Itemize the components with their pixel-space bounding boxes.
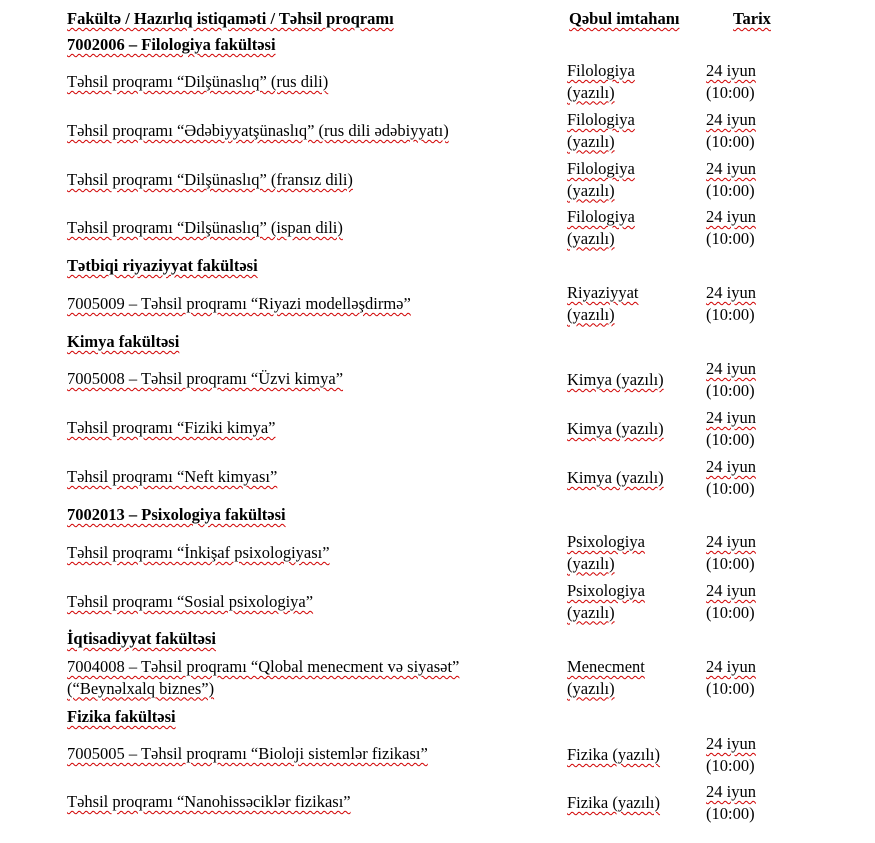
- exam-cell: [567, 60, 635, 103]
- date-text: 24 iyun: [706, 782, 756, 801]
- program-name-text: Təhsil proqramı “Neft kimyası”: [67, 467, 278, 486]
- date-text: 24 iyun: [706, 457, 756, 476]
- faculty-heading-text: İqtisadiyyat fakültəsi: [67, 629, 216, 648]
- program-name: [67, 293, 411, 315]
- date-text: (10:00): [706, 602, 755, 622]
- date-text: 24 iyun: [706, 110, 756, 129]
- date-cell: [706, 456, 756, 499]
- exam-text: Riyaziyyat: [567, 283, 639, 302]
- header-program: [67, 8, 394, 29]
- exam-text: (yazılı): [567, 602, 615, 622]
- exam-text: Filologiya: [567, 159, 635, 178]
- date-text: (10:00): [706, 304, 755, 324]
- date-text: (10:00): [706, 553, 755, 573]
- program-name: [67, 743, 428, 765]
- date-text: 24 iyun: [706, 207, 756, 226]
- date-text: (10:00): [706, 478, 755, 498]
- faculty-heading: [67, 504, 286, 525]
- exam-cell: [567, 531, 645, 574]
- date-cell: [706, 656, 756, 699]
- program-name-text: 7004008 – Təhsil proqramı “Qlobal menecment və siyasət”: [67, 657, 460, 676]
- exam-cell: [567, 109, 635, 152]
- date-text: 24 iyun: [706, 359, 756, 378]
- exam-text: (yazılı): [567, 678, 615, 698]
- date-text: (10:00): [706, 755, 755, 775]
- program-name: [67, 542, 330, 564]
- exam-cell: [567, 418, 664, 440]
- exam-text: Filologiya: [567, 61, 635, 80]
- exam-cell: [567, 744, 660, 766]
- date-text: (10:00): [706, 678, 755, 698]
- faculty-heading: [67, 255, 258, 276]
- program-name: [67, 71, 328, 93]
- date-text: (10:00): [706, 228, 755, 248]
- date-text: (10:00): [706, 131, 755, 151]
- faculty-heading: [67, 628, 216, 649]
- program-name: [67, 417, 276, 439]
- exam-text: Psixologiya: [567, 532, 645, 551]
- program-name: [67, 656, 459, 699]
- date-cell: [706, 580, 756, 623]
- exam-text: (yazılı): [567, 180, 615, 200]
- program-name-text: Təhsil proqramı “Ədəbiyyatşünaslıq” (rus dili ədəbiyyatı): [67, 121, 449, 140]
- date-text: (10:00): [706, 380, 755, 400]
- date-text: (10:00): [706, 429, 755, 449]
- exam-text: (yazılı): [567, 553, 615, 573]
- exam-cell: [567, 467, 664, 489]
- program-name: [67, 368, 343, 390]
- date-text: (10:00): [706, 180, 755, 200]
- exam-text: Fizika (yazılı): [567, 745, 661, 764]
- date-text: 24 iyun: [706, 283, 756, 302]
- exam-text: (yazılı): [567, 82, 615, 102]
- header-exam-text: Qəbul imtahanı: [569, 9, 680, 28]
- exam-text: Menecment: [567, 657, 645, 676]
- exam-text: Fizika (yazılı): [567, 793, 661, 812]
- date-cell: [706, 781, 756, 824]
- header-date-text: Tarix: [733, 9, 771, 28]
- date-cell: [706, 407, 756, 450]
- date-cell: [706, 282, 756, 325]
- date-cell: [706, 206, 756, 249]
- program-name-text: Təhsil proqramı “Dilşünaslıq” (fransız dili): [67, 170, 353, 189]
- date-text: 24 iyun: [706, 408, 756, 427]
- exam-cell: [567, 369, 664, 391]
- exam-text: (yazılı): [567, 131, 615, 151]
- program-name-text: Təhsil proqramı “Sosial psixologiya”: [67, 592, 314, 611]
- exam-text: Kimya (yazılı): [567, 419, 664, 438]
- date-text: 24 iyun: [706, 734, 756, 753]
- program-name-text: Təhsil proqramı “Nanohissəciklər fizikası”: [67, 792, 351, 811]
- exam-cell: [567, 580, 645, 623]
- faculty-heading: [67, 331, 179, 352]
- faculty-heading-text: Tətbiqi riyaziyyat fakültəsi: [67, 256, 258, 275]
- faculty-heading-text: 7002013 – Psixologiya fakültəsi: [67, 505, 286, 524]
- faculty-heading-text: Kimya fakültəsi: [67, 332, 180, 351]
- program-name: [67, 120, 449, 142]
- faculty-heading-text: Fizika fakültəsi: [67, 707, 176, 726]
- date-text: 24 iyun: [706, 657, 756, 676]
- exam-text: (yazılı): [567, 228, 615, 248]
- exam-text: (yazılı): [567, 304, 615, 324]
- date-text: 24 iyun: [706, 532, 756, 551]
- date-cell: [706, 158, 756, 201]
- program-name-text: 7005009 – Təhsil proqramı “Riyazi modelləşdirmə”: [67, 294, 411, 313]
- header-date: [733, 8, 771, 29]
- faculty-heading-text: 7002006 – Filologiya fakültəsi: [67, 35, 276, 54]
- date-cell: [706, 531, 756, 574]
- exam-cell: [567, 282, 638, 325]
- date-cell: [706, 733, 756, 776]
- program-name-text: Təhsil proqramı “Fiziki kimya”: [67, 418, 276, 437]
- exam-text: Kimya (yazılı): [567, 370, 664, 389]
- date-text: 24 iyun: [706, 159, 756, 178]
- date-text: 24 iyun: [706, 581, 756, 600]
- exam-text: Psixologiya: [567, 581, 645, 600]
- program-name: [67, 591, 313, 613]
- program-name: [67, 466, 277, 488]
- date-text: 24 iyun: [706, 61, 756, 80]
- date-cell: [706, 109, 756, 152]
- program-name-text: Təhsil proqramı “İnkişaf psixologiyası”: [67, 543, 330, 562]
- faculty-heading: [67, 34, 276, 55]
- program-name: [67, 169, 353, 191]
- exam-cell: [567, 792, 660, 814]
- exam-text: Filologiya: [567, 110, 635, 129]
- date-cell: [706, 358, 756, 401]
- header-program-text: Fakültə / Hazırlıq istiqaməti / Təhsil proqramı: [67, 9, 394, 28]
- program-name-text: 7005005 – Təhsil proqramı “Bioloji sistemlər fizikası”: [67, 744, 428, 763]
- date-cell: [706, 60, 756, 103]
- program-name-text: Təhsil proqramı “Dilşünaslıq” (rus dili): [67, 72, 329, 91]
- exam-cell: [567, 206, 635, 249]
- program-name-text: 7005008 – Təhsil proqramı “Üzvi kimya”: [67, 369, 344, 388]
- exam-text: Filologiya: [567, 207, 635, 226]
- program-name: [67, 217, 343, 239]
- date-text: (10:00): [706, 82, 755, 102]
- exam-cell: [567, 158, 635, 201]
- header-exam: [569, 8, 679, 29]
- exam-text: Kimya (yazılı): [567, 468, 664, 487]
- program-name-subtext: (“Beynəlxalq biznes”): [67, 678, 215, 698]
- program-name: [67, 791, 351, 813]
- program-name-text: Təhsil proqramı “Dilşünaslıq” (ispan dili): [67, 218, 343, 237]
- exam-cell: [567, 656, 645, 699]
- date-text: (10:00): [706, 803, 755, 823]
- faculty-heading: [67, 706, 176, 727]
